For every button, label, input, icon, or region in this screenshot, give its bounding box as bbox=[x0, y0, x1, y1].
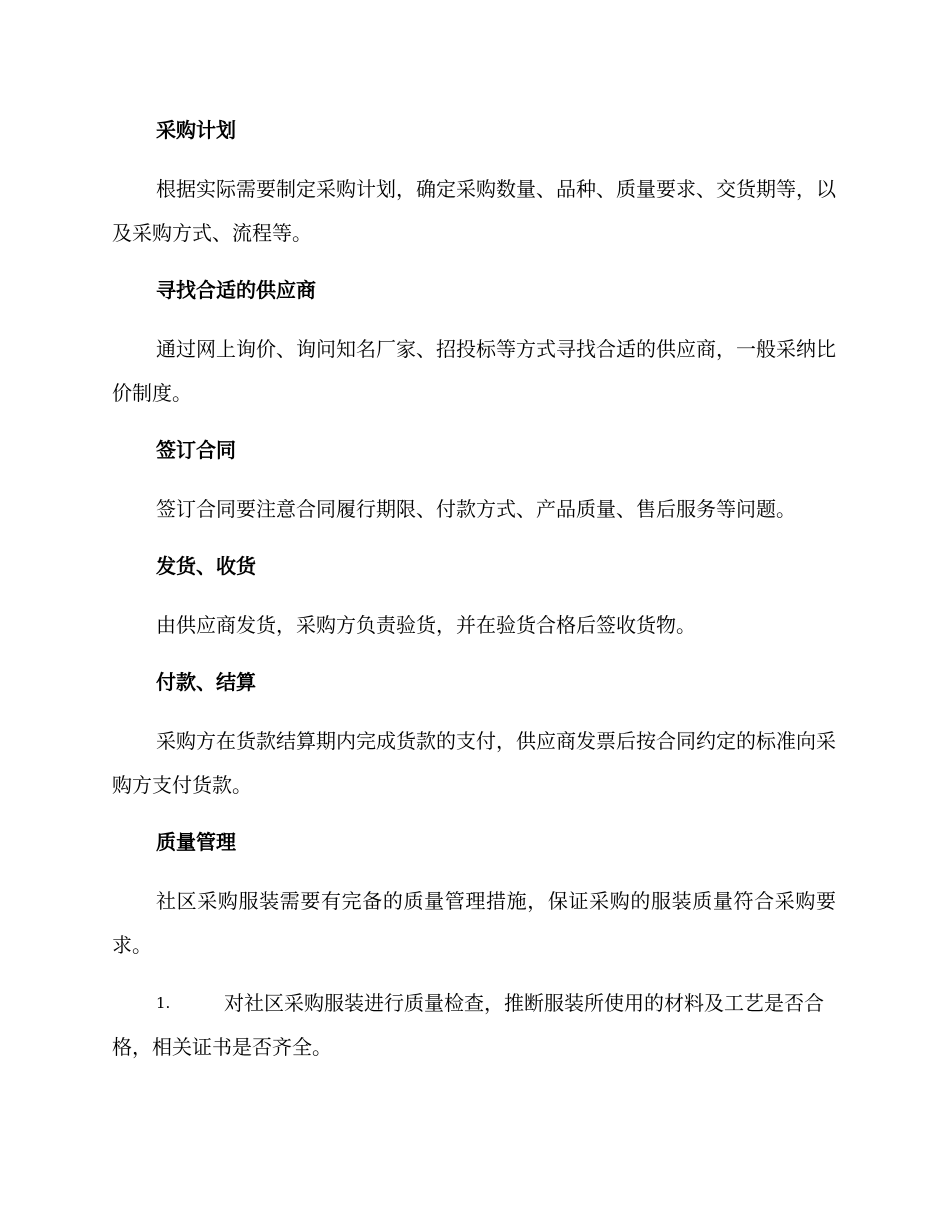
section-heading-shipping-receiving: 发货、收货 bbox=[156, 554, 256, 578]
section-body-shipping-receiving: 由供应商发货，采购方负责验货，并在验货合格后签收货物。 bbox=[156, 613, 696, 637]
section-body-payment-settlement: 采购方在货款结算期内完成货款的支付，供应商发票后按合同约定的标准向采购方支付货款。 bbox=[112, 729, 836, 797]
document-content bbox=[112, 109, 836, 1069]
section-heading-payment-settlement: 付款、结算 bbox=[156, 670, 256, 694]
section-body-find-supplier: 通过网上询价、询问知名厂家、招投标等方式寻找合适的供应商，一般采纳比价制度。 bbox=[112, 337, 836, 405]
list-item bbox=[112, 981, 836, 1069]
list-item-number: 1. bbox=[156, 994, 171, 1012]
section-heading-sign-contract: 签订合同 bbox=[156, 438, 236, 462]
section-body-sign-contract: 签订合同要注意合同履行期限、付款方式、产品质量、售后服务等问题。 bbox=[156, 497, 796, 521]
list-item-text: 对社区采购服装进行质量检查，推断服装所使用的材料及工艺是否合格，相关证书是否齐全。 bbox=[112, 991, 824, 1059]
section-body-quality-management: 社区采购服装需要有完备的质量管理措施，保证采购的服装质量符合采购要求。 bbox=[112, 889, 836, 957]
section-body-purchase-plan: 根据实际需要制定采购计划，确定采购数量、品种、质量要求、交货期等，以及采购方式、流程等。 bbox=[112, 177, 836, 245]
section-heading-quality-management: 质量管理 bbox=[156, 830, 236, 854]
section-heading-find-supplier: 寻找合适的供应商 bbox=[156, 278, 316, 302]
section-heading-purchase-plan: 采购计划 bbox=[156, 118, 236, 142]
